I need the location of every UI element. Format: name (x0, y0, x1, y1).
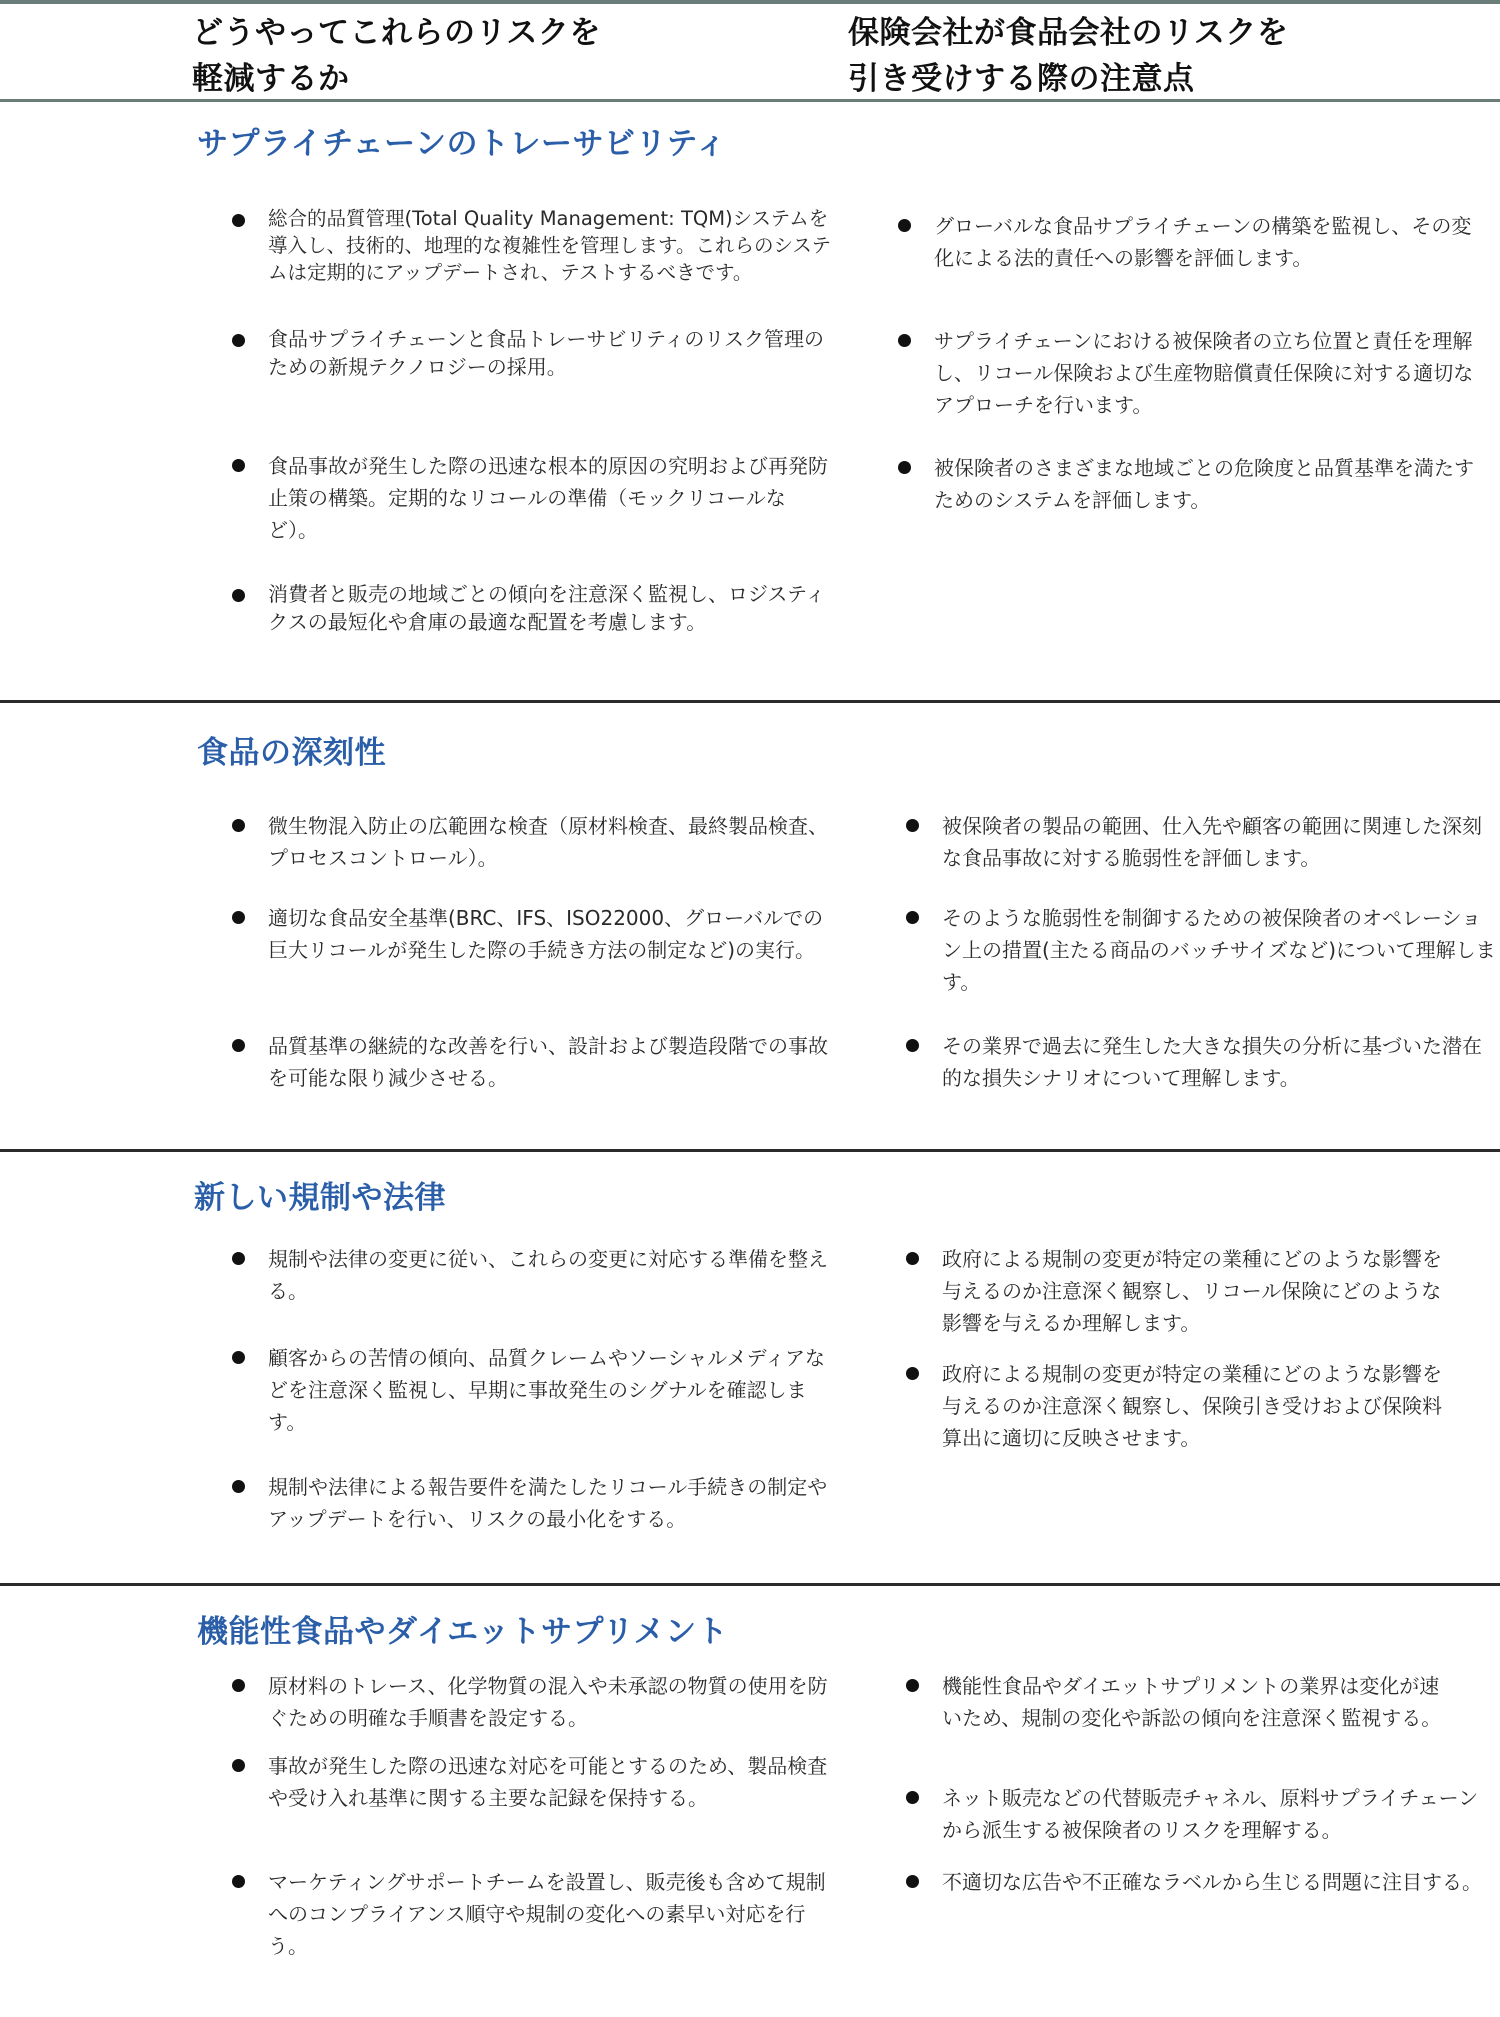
bullet-icon (906, 1875, 919, 1888)
list-item-text: 食品事故が発生した際の迅速な根本的原因の究明および再発防止策の構築。定期的なリコールの準備（モックリコールなど）。 (268, 454, 828, 542)
bullet-icon (232, 1759, 245, 1772)
header-underwriting-title (848, 10, 1408, 102)
bullet-icon (232, 589, 245, 602)
section-title: 機能性食品やダイエットサプリメント (197, 1614, 729, 1650)
list-item-text: 原材料のトレース、化学物質の混入や未承認の物質の使用を防ぐための明確な手順書を設定する。 (268, 1674, 828, 1730)
list-item-text: 品質基準の継続的な改善を行い、設計および製造段階での事故を可能な限り減少させる。 (268, 1034, 828, 1090)
bullet-icon (232, 1875, 245, 1888)
bullet-icon (898, 334, 911, 347)
list-item-text: 機能性食品やダイエットサプリメントの業界は変化が速いため、規制の変化や訴訟の傾向を注意深く監視する。 (942, 1674, 1442, 1730)
bullet-icon (906, 1367, 919, 1380)
bullet-icon (898, 219, 911, 232)
list-item-text: 適切な食品安全基準(BRC、IFS、ISO22000、グローバルでの巨大リコールが発生した際の手続き方法の制定など)の実行。 (268, 906, 824, 962)
list-item-text: 政府による規制の変更が特定の業種にどのような影響を与えるのか注意深く観察し、保険引き受けおよび保険料算出に適切に反映させます。 (942, 1362, 1442, 1450)
bullet-icon (232, 911, 245, 924)
list-item-text: マーケティングサポートチームを設置し、販売後も含めて規制へのコンプライアンス順守や規制の変化への素早い対応を行う。 (268, 1870, 826, 1958)
list-item-text: サプライチェーンにおける被保険者の立ち位置と責任を理解し、リコール保険および生産物賠償責任保険に対する適切なアプローチを行います。 (934, 329, 1474, 417)
list-item-text: 被保険者の製品の範囲、仕入先や顧客の範囲に関連した深刻な食品事故に対する脆弱性を評価します。 (942, 814, 1482, 870)
list-item-text: 顧客からの苦情の傾向、品質クレームやソーシャルメディアなどを注意深く監視し、早期に事故発生のシグナルを確認します。 (268, 1346, 825, 1434)
list-item-text: 消費者と販売の地域ごとの傾向を注意深く監視し、ロジスティクスの最短化や倉庫の最適な配置を考慮します。 (268, 582, 826, 634)
list-item-text: ネット販売などの代替販売チャネル、原料サプライチェーンから派生する被保険者のリスクを理解する。 (942, 1786, 1479, 1842)
bullet-icon (232, 334, 245, 347)
bullet-icon (232, 1252, 245, 1265)
section-title: サプライチェーンのトレーサビリティ (197, 126, 727, 162)
section-title: 新しい規制や法律 (194, 1180, 446, 1216)
bullet-icon (906, 819, 919, 832)
header-mitigation-title (192, 10, 712, 102)
bullet-icon (906, 1039, 919, 1052)
section-divider (0, 700, 1500, 703)
list-item-text: 食品サプライチェーンと食品トレーサビリティのリスク管理のための新規テクノロジーの採用。 (268, 327, 824, 379)
bullet-icon (232, 214, 245, 227)
header-mitigation-line-2: 軽減するか (192, 61, 350, 97)
bullet-icon (906, 1679, 919, 1692)
bullet-icon (232, 1480, 245, 1493)
header-underwriting-line-1: 保険会社が食品会社のリスクを (848, 15, 1289, 51)
list-item-text: 事故が発生した際の迅速な対応を可能とするのため、製品検査や受け入れ基準に関する主要な記録を保持する。 (268, 1754, 828, 1810)
bullet-icon (906, 1252, 919, 1265)
list-item-text: 総合的品質管理(Total Quality Management: TQM)システムを導入し、技術的、地理的な複雑性を管理します。これらのシステムは定期的にアップデートされ、テストするべきです。 (268, 207, 831, 284)
list-item-text: 政府による規制の変更が特定の業種にどのような影響を与えるのか注意深く観察し、リコール保険にどのような影響を与えるか理解します。 (942, 1247, 1442, 1335)
table-header (0, 4, 1500, 99)
section-divider (0, 1149, 1500, 1152)
list-item-text: その業界で過去に発生した大きな損失の分析に基づいた潜在的な損失シナリオについて理解します。 (942, 1034, 1482, 1090)
bullet-icon (232, 459, 245, 472)
bullet-icon (906, 1791, 919, 1804)
header-underwriting-line-2: 引き受けする際の注意点 (848, 61, 1195, 97)
bullet-icon (232, 819, 245, 832)
list-item-text: グローバルな食品サプライチェーンの構築を監視し、その変化による法的責任への影響を評価します。 (934, 214, 1472, 270)
section-divider (0, 1583, 1500, 1586)
section-title: 食品の深刻性 (197, 735, 386, 771)
list-item-text: 規制や法律による報告要件を満たしたリコール手続きの制定やアップデートを行い、リスクの最小化をする。 (268, 1475, 828, 1531)
bullet-icon (232, 1679, 245, 1692)
bullet-icon (898, 461, 911, 474)
bullet-icon (232, 1039, 245, 1052)
list-item-text: 微生物混入防止の広範囲な検査（原材料検査、最終製品検査、プロセスコントロール）。 (268, 814, 828, 870)
header-rule (0, 99, 1500, 102)
header-mitigation-line-1: どうやってこれらのリスクを (192, 15, 601, 51)
list-item-text: そのような脆弱性を制御するための被保険者のオペレーション上の措置(主たる商品のバッチサイズなど)について理解します。 (942, 906, 1496, 994)
bullet-icon (232, 1351, 245, 1364)
list-item-text: 規制や法律の変更に従い、これらの変更に対応する準備を整える。 (268, 1247, 828, 1303)
bullet-icon (906, 911, 919, 924)
list-item-text: 不適切な広告や不正確なラベルから生じる問題に注目する。 (942, 1870, 1482, 1894)
list-item-text: 被保険者のさまざまな地域ごとの危険度と品質基準を満たすためのシステムを評価します。 (934, 456, 1474, 512)
